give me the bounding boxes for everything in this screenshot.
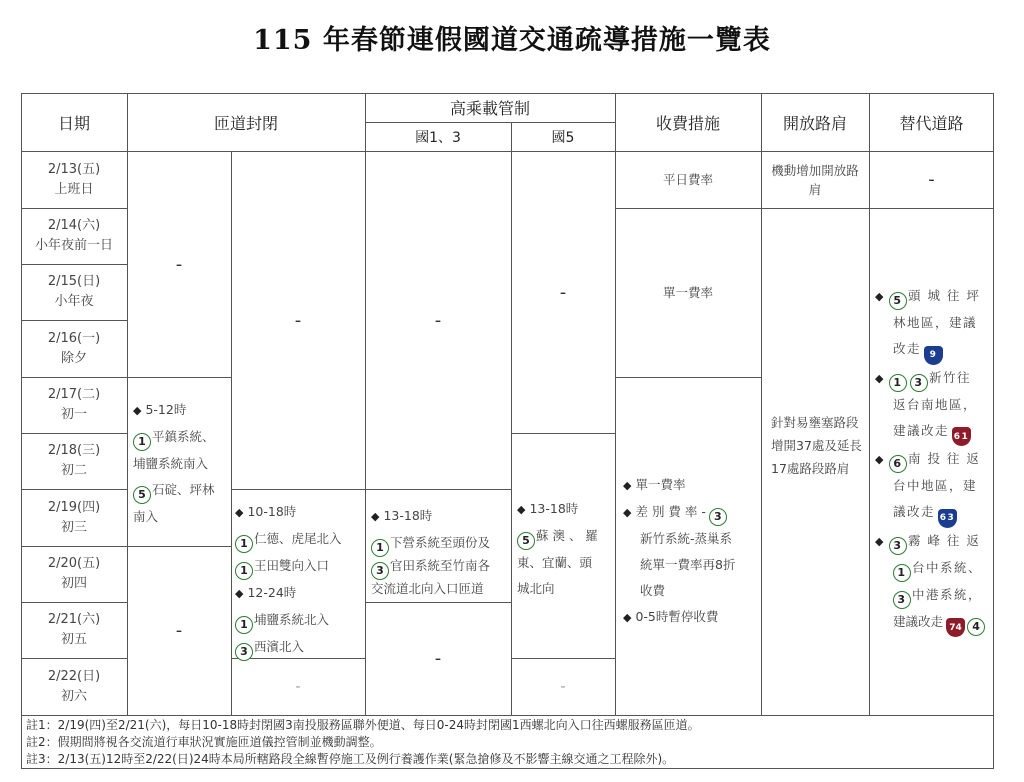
ramp-b-closure [235,499,365,661]
freeway-badge-icon: 3 [889,537,907,555]
date-text: 2/14(六) [47,218,101,233]
alt-text: 林地區，建議 [893,315,978,330]
diamond-bullet-icon: ◆ [875,371,885,385]
footnote: 註1：2/19(四)至2/21(六)，每日10-18時封閉國3南投服務區聯外便道、每日0-24時封閉國1西螺北向入口往西螺服務區匝道。 [26,718,700,732]
closure-text: 南入 [133,509,159,524]
closure-text: 仁德、虎尾北入 [254,531,342,546]
date-cell [21,602,127,658]
grid-line [231,489,365,490]
alt-text: 建議改走 [893,613,944,629]
alt-text: 霧 峰 往 返 [907,532,981,548]
hov-text: 官田系統至竹南各 [390,558,491,573]
date-text: 2/18(三) [47,443,101,458]
freeway-badge-icon: 1 [235,616,253,634]
freeway-badge-icon: 3 [893,591,911,609]
closure-time: 12-24時 [247,585,297,600]
alt-none: - [928,169,935,190]
freeway-badge-icon: 5 [889,292,907,310]
freeway-badge-icon: 1 [133,433,151,451]
ramp-b-none-top: - [294,309,302,331]
ramp-a-closure [133,397,231,530]
toll-text: 新竹系統-蒸巢系 [640,531,733,546]
date-label: 初三 [60,519,87,535]
date-cell [21,489,127,546]
grid-line [761,208,869,209]
freeway-badge-icon: 1 [889,374,907,392]
page-title: 115 年春節連假國道交通疏導措施一覽表 [253,25,771,56]
diamond-bullet-icon: ◆ [623,506,632,519]
closure-text: 王田雙向入口 [254,558,330,573]
toll-single-rate: 單一費率 [662,285,713,300]
hov-text: 下營系統至頭份及 [390,535,491,550]
measures-table [21,93,994,769]
diamond-bullet-icon: ◆ [235,587,244,600]
footnotes [22,717,992,767]
date-label: 小年夜前一日 [34,238,113,253]
footnote: 註2：假期間將視各交流道行車狀況實施匝道儀控管制並機動調整。 [26,735,382,749]
hov-time: 13-18時 [529,501,579,516]
freeway-badge-icon: 4 [967,618,985,636]
toll-weekday-rate: 平日費率 [662,172,713,187]
date-cell [21,151,127,208]
expressway-shield-icon: 63 [938,509,957,528]
grid-line [21,715,994,716]
date-label: 上班日 [54,181,94,197]
toll-text: 0-5時暫停收費 [635,609,719,624]
freeway-badge-icon: 1 [893,564,911,582]
header-hov: 高乘載管制 [449,99,530,118]
date-text: 2/13(五) [47,161,101,177]
hov-n13-control [371,503,511,597]
date-cell [21,208,127,264]
hov-n5-none-top: - [559,281,567,303]
hov-text: 交流道北向入口匝道 [371,580,484,596]
date-cell [21,546,127,602]
freeway-badge-icon: 3 [371,562,389,580]
date-cell [21,320,127,377]
hov-n5-none-bottom: - [560,678,566,695]
date-text: 2/20(五) [47,556,101,571]
ramp-a-none-top: - [175,253,183,275]
header-hov-n13: 國1、3 [415,129,461,146]
toll-text: 單一費率 [635,477,686,492]
alt-text: 改走 [893,341,922,356]
alt-text: 議改走 [893,504,936,519]
date-label: 初五 [60,632,87,647]
alt-text: 新竹往 [928,369,971,385]
diamond-bullet-icon: ◆ [133,404,142,417]
hov-time: 13-18時 [383,508,433,523]
grid-line [127,377,231,378]
diamond-bullet-icon: ◆ [235,506,244,519]
toll-text: 統單一費率再8折 [640,557,736,572]
alt-text: 返台南地區， [893,396,978,412]
ramp-a-none-bottom: - [175,620,183,641]
alt-text: 建議改走 [893,422,950,438]
closure-time: 5-12時 [145,402,187,417]
grid-line [869,208,994,209]
closure-time: 10-18時 [247,504,297,519]
ramp-b-none-bottom: - [295,678,301,695]
date-cell [21,377,127,433]
freeway-badge-icon: 6 [889,455,907,473]
hov-n13-none-bottom: - [434,648,442,669]
diamond-bullet-icon: ◆ [371,510,380,523]
date-text: 2/17(二) [47,387,101,402]
diamond-bullet-icon: ◆ [623,479,632,492]
date-label: 初一 [60,407,87,422]
shoulder-first: 機動增加開放路肩 [771,162,859,197]
toll-text: 收費 [640,583,666,598]
expressway-shield-icon: 74 [946,618,965,637]
grid-line [21,768,994,769]
freeway-badge-icon: 1 [371,539,389,557]
closure-text: 平鎮系統、 [152,429,215,444]
freeway-badge-icon: 3 [910,374,928,392]
date-cell [21,433,127,489]
footnote: 註3：2/13(五)12時至2/22(日)24時本局所轄路段全線暫停施工及例行養護作業(緊急搶修及不影響主線交通之工程除外)。 [26,752,675,766]
hov-text: 東、宜蘭、頭 [517,555,593,570]
header-toll: 收費措施 [655,113,720,133]
alt-text: 台中地區，建 [893,478,978,493]
date-text: 2/16(一) [47,330,101,346]
closure-text: 石碇、坪林 [152,482,215,497]
expressway-shield-icon: 9 [924,346,943,365]
date-text: 2/21(六) [47,612,101,627]
diamond-bullet-icon: ◆ [875,290,885,303]
closure-text: 埔鹽系統北入 [254,612,330,627]
diamond-bullet-icon: ◆ [517,503,526,516]
date-text: 2/22(日) [47,668,101,684]
freeway-badge-icon: 1 [235,535,253,553]
date-label: 初二 [60,463,87,478]
date-label: 初六 [60,688,87,704]
closure-text: 埔鹽系統南入 [133,456,209,471]
date-label: 初四 [60,576,87,591]
freeway-badge-icon: 5 [133,486,151,504]
toll-text: 差 別 費 率 - [635,504,706,519]
header-shoulder: 開放路肩 [782,113,847,133]
header-hov-n5: 國5 [551,129,575,146]
date-label: 除夕 [60,350,87,366]
diamond-bullet-icon: ◆ [875,453,885,466]
expressway-shield-icon: 61 [952,427,971,446]
freeway-badge-icon: 3 [235,643,253,661]
diamond-bullet-icon: ◆ [623,611,632,624]
hov-n13-none-top: - [434,309,442,331]
alt-text: 頭 城 往 坪 [907,288,981,303]
date-text: 2/19(四) [47,499,101,515]
alt-text: 台中系統、 [912,559,983,575]
hov-n5-control [517,496,615,602]
alt-routes [875,283,994,637]
diamond-bullet-icon: ◆ [875,534,885,548]
freeway-badge-icon: 3 [709,508,727,526]
date-label: 小年夜 [54,294,94,309]
hov-text: 城北向 [517,581,555,596]
date-text: 2/15(日) [47,274,101,289]
hov-text: 蘇 澳 、 羅 [536,528,598,543]
grid-line [615,377,761,378]
header-date: 日期 [57,113,90,133]
grid-line [511,433,615,434]
grid-line [365,489,511,490]
shoulder-main: 針對易壅塞路段增開37處及延長17處路段路肩 [771,415,862,476]
freeway-badge-icon: 5 [517,532,535,550]
alt-text: 南 投 往 返 [907,451,981,466]
header-ramp: 匝道封閉 [213,113,278,133]
date-cell [21,264,127,320]
alt-text: 中港系統， [912,586,983,602]
grid-line [761,93,762,715]
date-cell [21,658,127,715]
closure-text: 西濱北入 [254,639,305,654]
header-alt-route: 替代道路 [899,113,964,133]
toll-holiday-measures [623,472,761,631]
freeway-badge-icon: 1 [235,562,253,580]
